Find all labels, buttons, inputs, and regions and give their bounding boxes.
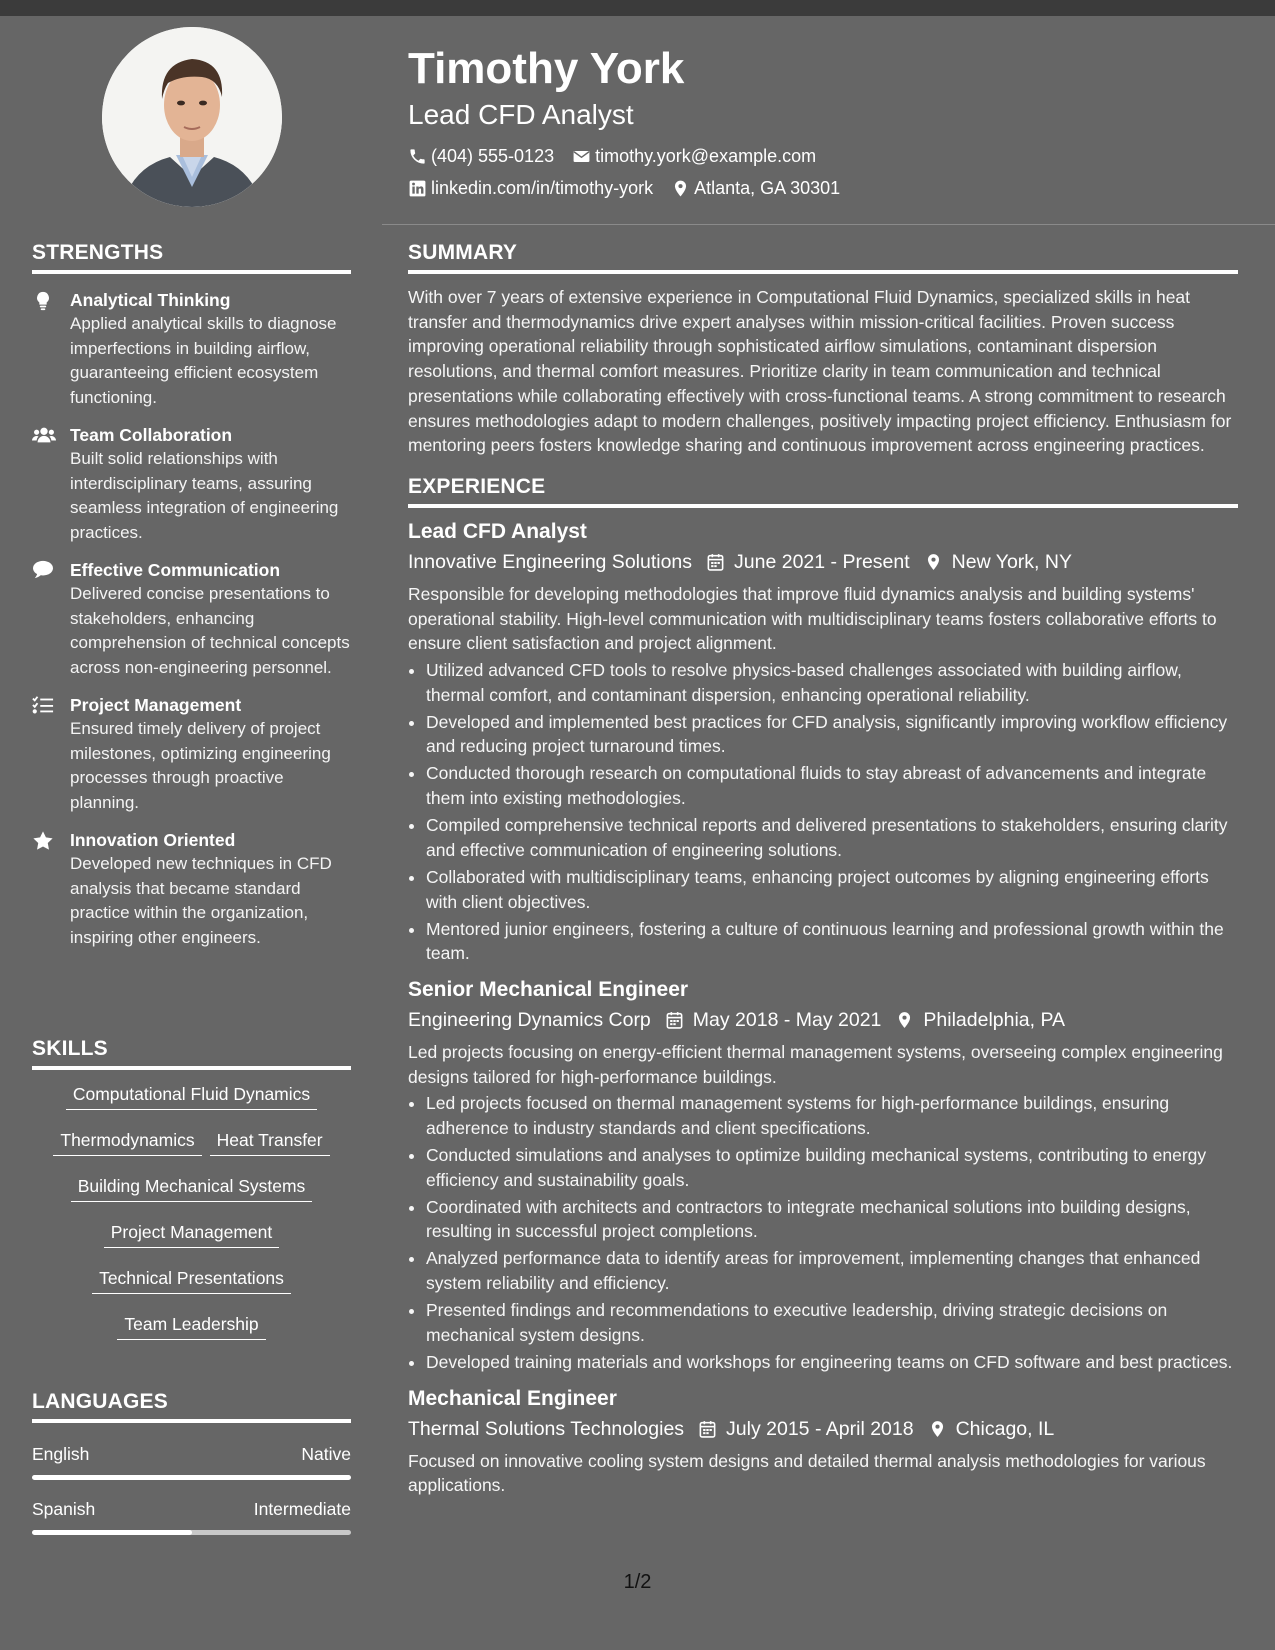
job-bullets	[408, 658, 1238, 966]
map-pin-icon	[924, 552, 943, 572]
contact-info	[408, 140, 1238, 204]
language-name: English	[32, 1444, 90, 1464]
language-proficiency-bar	[32, 1530, 351, 1535]
language-item	[32, 1443, 351, 1480]
users-icon	[32, 425, 56, 447]
calendar-icon	[698, 1419, 717, 1439]
job-bullet: • Collaborated with multidisciplinary teams, enhancing project outcomes by aligning engineering efforts with client objectives.	[426, 865, 1238, 914]
job-bullet: • Developed and implemented best practices for CFD analysis, significantly improving workflow efficiency and reducing project turnaround times.	[426, 710, 1238, 759]
experience-heading: EXPERIENCE	[408, 475, 1238, 508]
location-text: Atlanta, GA 30301	[694, 178, 841, 198]
languages-heading: LANGUAGES	[32, 1390, 351, 1423]
job-bullet: • Compiled comprehensive technical reports and delivered presentations to stakeholders, ensuring clarity and effective communication of engineering solutions.	[426, 813, 1238, 862]
profile-photo	[102, 27, 282, 207]
email-contact[interactable]	[572, 140, 816, 172]
linkedin-text: linkedin.com/in/timothy-york	[431, 178, 654, 198]
job-entry	[408, 518, 1238, 966]
job-bullet: • Conducted simulations and analyses to optimize building mechanical systems, contributing to energy efficiency and sustainability goals.	[426, 1143, 1238, 1192]
strength-item	[32, 693, 351, 815]
strength-description: Developed new techniques in CFD analysis that became standard practice within the organization, inspiring other engineers.	[70, 854, 332, 947]
job-entry	[408, 976, 1238, 1375]
phone-contact[interactable]	[408, 140, 554, 172]
job-company: Thermal Solutions Technologies	[408, 1417, 685, 1440]
language-name: Spanish	[32, 1499, 96, 1519]
skill-tag: Heat Transfer	[210, 1128, 330, 1156]
strength-name: Analytical Thinking	[70, 290, 231, 310]
job-meta	[408, 1005, 1238, 1035]
job-bullet: • Conducted thorough research on computational fluids to stay abreast of advancements and integrate them into existing methodologies.	[426, 761, 1238, 810]
header-divider	[382, 224, 1275, 225]
phone-text: (404) 555-0123	[431, 146, 555, 166]
language-proficiency-bar	[32, 1475, 351, 1480]
speech-bubble-icon	[32, 560, 56, 582]
linkedin-contact[interactable]	[408, 172, 653, 204]
linkedin-icon	[408, 179, 427, 198]
calendar-icon	[665, 1010, 684, 1030]
skill-tag: Team Leadership	[117, 1312, 265, 1340]
skill-tag: Thermodynamics	[53, 1128, 201, 1156]
task-list-icon	[32, 695, 56, 717]
language-item	[32, 1498, 351, 1535]
skill-tag: Technical Presentations	[92, 1266, 291, 1294]
candidate-title: Lead CFD Analyst	[408, 99, 634, 130]
summary-heading: SUMMARY	[408, 241, 1238, 274]
job-company: Engineering Dynamics Corp	[408, 1008, 651, 1031]
strength-name: Team Collaboration	[70, 425, 233, 445]
main-content	[408, 241, 1238, 1498]
job-meta	[408, 1414, 1238, 1444]
job-bullet: • Coordinated with architects and contractors to integrate mechanical solutions into building designs, resulting in successful project completions.	[426, 1195, 1238, 1244]
skill-list	[32, 1077, 351, 1353]
skills-heading: SKILLS	[32, 1037, 351, 1070]
job-description: Focused on innovative cooling system designs and detailed thermal analysis methodologies for various applications.	[408, 1450, 1206, 1496]
lightbulb-icon	[32, 290, 56, 312]
phone-icon	[408, 147, 427, 166]
strength-item	[32, 558, 351, 680]
strength-item	[32, 828, 351, 950]
job-bullet: • Utilized advanced CFD tools to resolve physics-based challenges associated with building airflow, thermal comfort, and contaminant dispersion, enhancing operational reliability.	[426, 658, 1238, 707]
calendar-icon	[706, 552, 725, 572]
job-dates: June 2021 - Present	[734, 550, 910, 573]
strength-description: Built solid relationships with interdisciplinary teams, assuring seamless integration of engineering practices.	[70, 449, 339, 542]
resume-header	[408, 42, 1238, 204]
strength-description: Delivered concise presentations to stakeholders, enhancing comprehension of technical concepts across non-engineering personnel.	[70, 584, 350, 677]
job-description: Led projects focusing on energy-efficient thermal management systems, overseeing complex engineering designs tailored for high-performance buildings.	[408, 1041, 1223, 1087]
job-title: Senior Mechanical Engineer	[408, 977, 689, 1001]
strength-item	[32, 423, 351, 545]
strengths-section	[32, 241, 351, 950]
strength-description: Ensured timely delivery of project milestones, optimizing engineering processes through proactive planning.	[70, 719, 331, 812]
strength-name: Effective Communication	[70, 560, 281, 580]
skills-section	[32, 1037, 351, 1353]
experience-section	[408, 475, 1238, 1498]
job-dates: July 2015 - April 2018	[726, 1417, 914, 1440]
candidate-name: Timothy York	[408, 44, 685, 93]
job-company: Innovative Engineering Solutions	[408, 550, 693, 573]
job-location: Chicago, IL	[955, 1417, 1055, 1440]
job-location: Philadelphia, PA	[923, 1008, 1066, 1031]
job-bullet: • Presented findings and recommendations to executive leadership, driving strategic decisions on mechanical system designs.	[426, 1298, 1238, 1347]
summary-text: With over 7 years of extensive experience in Computational Fluid Dynamics, specialized skills in heat transfer and thermodynamics drive expert analyses within mission-critical facilities. Proven success improving operational reliability through sophisticated airflow simulations, contaminant dispersion resolutions, and thermal comfort measures. Prioritize clarity in team communication and technical presentations while collaborating effectively with cross-functional teams. A strong commitment to research ensures methodologies adapt to modern challenges, positively impacting project efficiency. Enthusiasm for mentoring peers fosters knowledge sharing and continuous improvement across engineering practices.	[408, 287, 1232, 456]
job-bullets	[408, 1091, 1238, 1374]
job-bullet: • Developed training materials and workshops for engineering teams on CFD software and best practices.	[426, 1350, 1238, 1375]
summary-section	[408, 241, 1238, 458]
strength-description: Applied analytical skills to diagnose imperfections in building airflow, guaranteeing efficient ecosystem functioning.	[70, 314, 337, 407]
job-title: Lead CFD Analyst	[408, 519, 587, 543]
envelope-icon	[572, 147, 591, 166]
strength-name: Project Management	[70, 695, 242, 715]
map-pin-icon	[671, 179, 690, 198]
top-bar	[0, 0, 1275, 16]
strengths-heading: STRENGTHS	[32, 241, 351, 274]
skill-tag: Building Mechanical Systems	[71, 1174, 313, 1202]
job-description: Responsible for developing methodologies that improve fluid dynamics analysis and building systems' operational stability. High-level communication with multidisciplinary teams fosters collaborative efforts to ensure client satisfaction and project alignment.	[408, 583, 1217, 654]
languages-section	[32, 1390, 351, 1535]
location-contact	[671, 172, 840, 204]
job-bullet: • Analyzed performance data to identify areas for improvement, implementing changes that enhanced system reliability and efficiency.	[426, 1246, 1238, 1295]
job-meta	[408, 547, 1238, 577]
language-level: Intermediate	[253, 1499, 351, 1519]
skill-tag: Computational Fluid Dynamics	[66, 1082, 317, 1110]
map-pin-icon	[895, 1010, 914, 1030]
language-level: Native	[301, 1444, 351, 1464]
language-proficiency-fill	[32, 1475, 351, 1480]
job-entry	[408, 1385, 1238, 1498]
job-location: New York, NY	[951, 550, 1072, 573]
email-text: timothy.york@example.com	[595, 146, 817, 166]
job-title: Mechanical Engineer	[408, 1386, 617, 1410]
map-pin-icon	[928, 1419, 947, 1439]
job-bullet: • Led projects focused on thermal management systems for high-performance buildings, ensuring adherence to industry standards and client specifications.	[426, 1091, 1238, 1140]
job-list	[408, 518, 1238, 1498]
strength-item	[32, 288, 351, 410]
page-number: 1/2	[623, 1571, 652, 1593]
job-dates: May 2018 - May 2021	[692, 1008, 882, 1031]
skill-tag: Project Management	[104, 1220, 279, 1248]
strength-name: Innovation Oriented	[70, 830, 236, 850]
star-icon	[32, 830, 56, 852]
job-bullet: • Mentored junior engineers, fostering a culture of continuous learning and professional growth within the team.	[426, 917, 1238, 966]
language-proficiency-fill	[32, 1530, 192, 1535]
